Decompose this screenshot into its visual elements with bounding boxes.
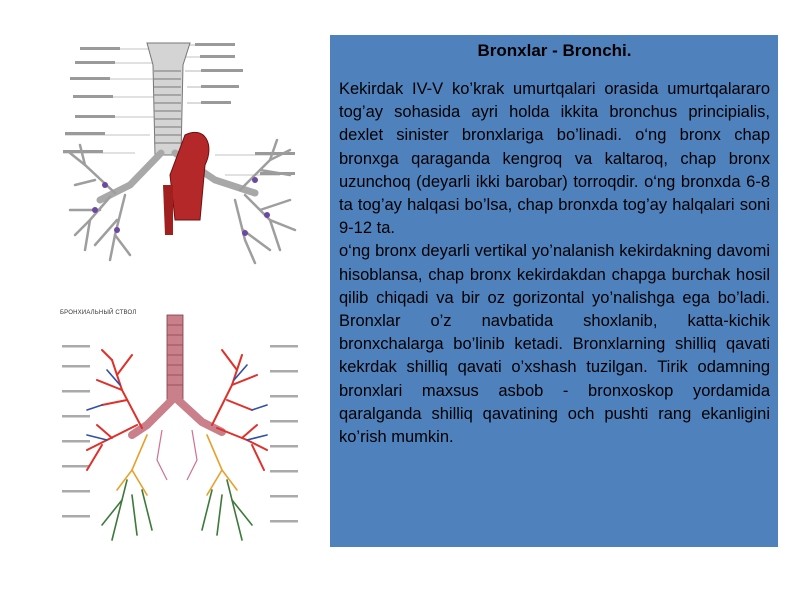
right-red-branches	[212, 350, 267, 470]
central-small-branches	[157, 430, 197, 480]
bronchial-tree-caption: БРОНХИАЛЬНЫЙ СТВОЛ	[60, 310, 137, 316]
bronchial-tree-drawing	[52, 310, 307, 550]
slide-title: Bronxlar - Bronchi.	[477, 41, 632, 60]
orange-branches	[117, 435, 237, 495]
bronchi-text-box	[330, 35, 778, 547]
left-red-branches	[87, 350, 142, 470]
bronchial-trachea	[167, 315, 183, 400]
bronchi-anatomy-illustration	[55, 35, 310, 275]
green-branches	[102, 480, 252, 540]
left-lung-branches	[235, 140, 295, 263]
bronchial-tree-illustration	[52, 310, 307, 550]
paragraph-direction: o‘ng bronx deyarli vertikal yo’nalanish kekirdakning davomi hisoblansa, chap bronx kekirdakdan chapga burchak hosil qilib chiqadi va bir oz gorizontal yo’nalishga ega bo’ladi. Bronxlar o’z navbatida shoxlanib, katta-kichik bronxchalarga bo’linib ketadi. Bronxlarning shilliq qavati kekrdak shilliq qavati o’xshash tuzilgan. Tirik odamning bronxlari maxsus asbob - bronxoskop yordamida qaralganda shilliq qavatining och pushti rang ekanligini ko’rish mumkin.	[339, 242, 770, 447]
paragraph-structure: Kekirdak IV-V ko’krak umurtqalari orasida umurtqalararo tog’ay sohasida ayri holda ikkita bronchus principialis, dexlet sinister bronxlariga bo’linadi. o‘ng bronx chap bronxga qaraganda kengroq va kaltaroq, chap bronx uzunchoq (deyarli ikki barobar) torroqdir. o‘ng bronxda 6-8 ta tog’ay halqasi bo’lsa, chap bronxda tog’ay halqalari soni 9-12 ta.	[339, 80, 770, 238]
bronchi-anatomy-drawing	[55, 35, 310, 275]
bronchial-main-branches	[132, 400, 222, 435]
